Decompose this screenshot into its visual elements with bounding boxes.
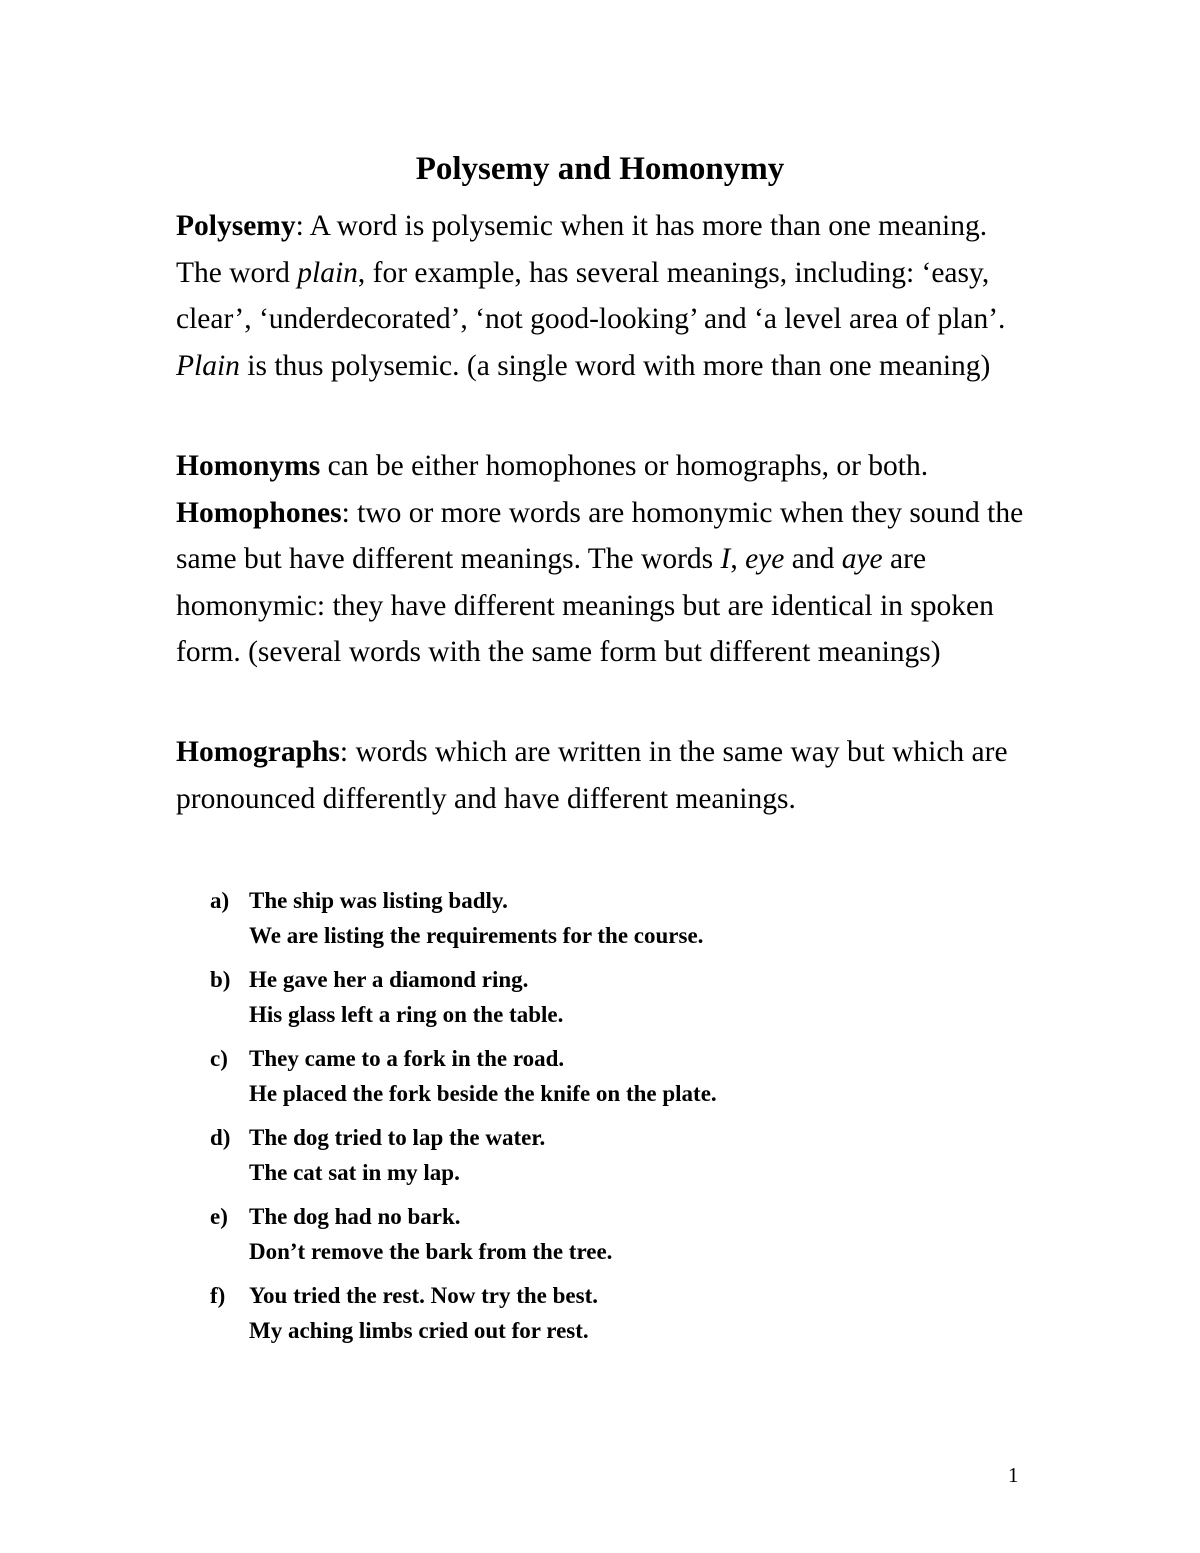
example-line-2: We are listing the requirements for the course. (249, 923, 704, 948)
polysemy-italic-plain-2: Plain (176, 349, 240, 382)
homophones-text-2: , (730, 543, 746, 575)
polysemy-italic-plain: plain (297, 256, 358, 289)
homonyms-text: can be either homophones or homographs, or both. (320, 450, 929, 482)
homonyms-section (176, 443, 1036, 676)
example-line-2: My aching limbs cried out for rest. (249, 1318, 589, 1343)
homophones-term: Homophones (176, 496, 342, 529)
example-line-1: You tried the rest. Now try the best. (249, 1283, 598, 1308)
polysemy-text (176, 203, 1036, 389)
example-item-b (210, 962, 1010, 1032)
example-item-c (210, 1041, 1010, 1111)
homophones-italic-aye: aye (841, 543, 883, 575)
example-marker: e) (210, 1204, 228, 1229)
homographs-text (176, 729, 1036, 822)
example-line-2: He placed the fork beside the knife on the plate. (249, 1081, 717, 1106)
homophones-italic-i: I (720, 543, 731, 575)
polysemy-paragraph (176, 203, 1036, 389)
polysemy-text-1: : A word is polysemic when it has more than one meaning. The word (176, 210, 988, 289)
homonyms-paragraph (176, 443, 1036, 490)
page-title: Polysemy and Homonymy (415, 151, 785, 187)
polysemy-text-2: , for example, has several meanings, including: ‘easy, clear’, ‘underdecorated’, ‘not good-looking’ and ‘a level area of plan’. (176, 256, 1006, 335)
example-marker: d) (210, 1125, 231, 1150)
example-marker: b) (210, 967, 231, 992)
example-line-1: He gave her a diamond ring. (249, 967, 529, 992)
homographs-term: Homographs (176, 736, 340, 768)
page-number: 1 (1008, 1463, 1019, 1487)
homophones-text-4: are homonymic: they have different meanings but are identical in spoken form. (several words with the same form but different meanings) (176, 543, 994, 668)
example-line-1: The ship was listing badly. (249, 888, 508, 913)
homophones-paragraph (176, 490, 1036, 676)
homonyms-term: Homonyms (176, 450, 321, 482)
example-line-2: Don’t remove the bark from the tree. (249, 1239, 613, 1264)
example-item-a (210, 883, 1010, 953)
example-marker: a) (210, 888, 230, 913)
example-item-d (210, 1120, 1010, 1190)
example-line-1: The dog had no bark. (249, 1204, 461, 1229)
example-marker: c) (210, 1046, 228, 1071)
homographs-text-body: : words which are written in the same way but which are pronounced differently and have different meanings. (176, 736, 1008, 815)
example-item-e (210, 1199, 1010, 1269)
homophones-text-1: : two or more words are homonymic when they sound the same but have different meanings. The words (176, 496, 1024, 575)
example-marker: f) (210, 1283, 226, 1308)
example-line-2: His glass left a ring on the table. (249, 1002, 564, 1027)
example-line-1: They came to a fork in the road. (249, 1046, 565, 1071)
examples-list (210, 883, 1010, 1357)
example-line-2: The cat sat in my lap. (249, 1160, 460, 1185)
example-line-1: The dog tried to lap the water. (249, 1125, 546, 1150)
homophones-italic-eye: eye (745, 543, 785, 575)
homographs-paragraph (176, 729, 1036, 822)
homophones-text-3: and (784, 543, 842, 575)
example-item-f (210, 1278, 1010, 1348)
polysemy-text-3: is thus polysemic. (a single word with more than one meaning) (239, 349, 991, 382)
polysemy-term: Polysemy (176, 210, 296, 242)
